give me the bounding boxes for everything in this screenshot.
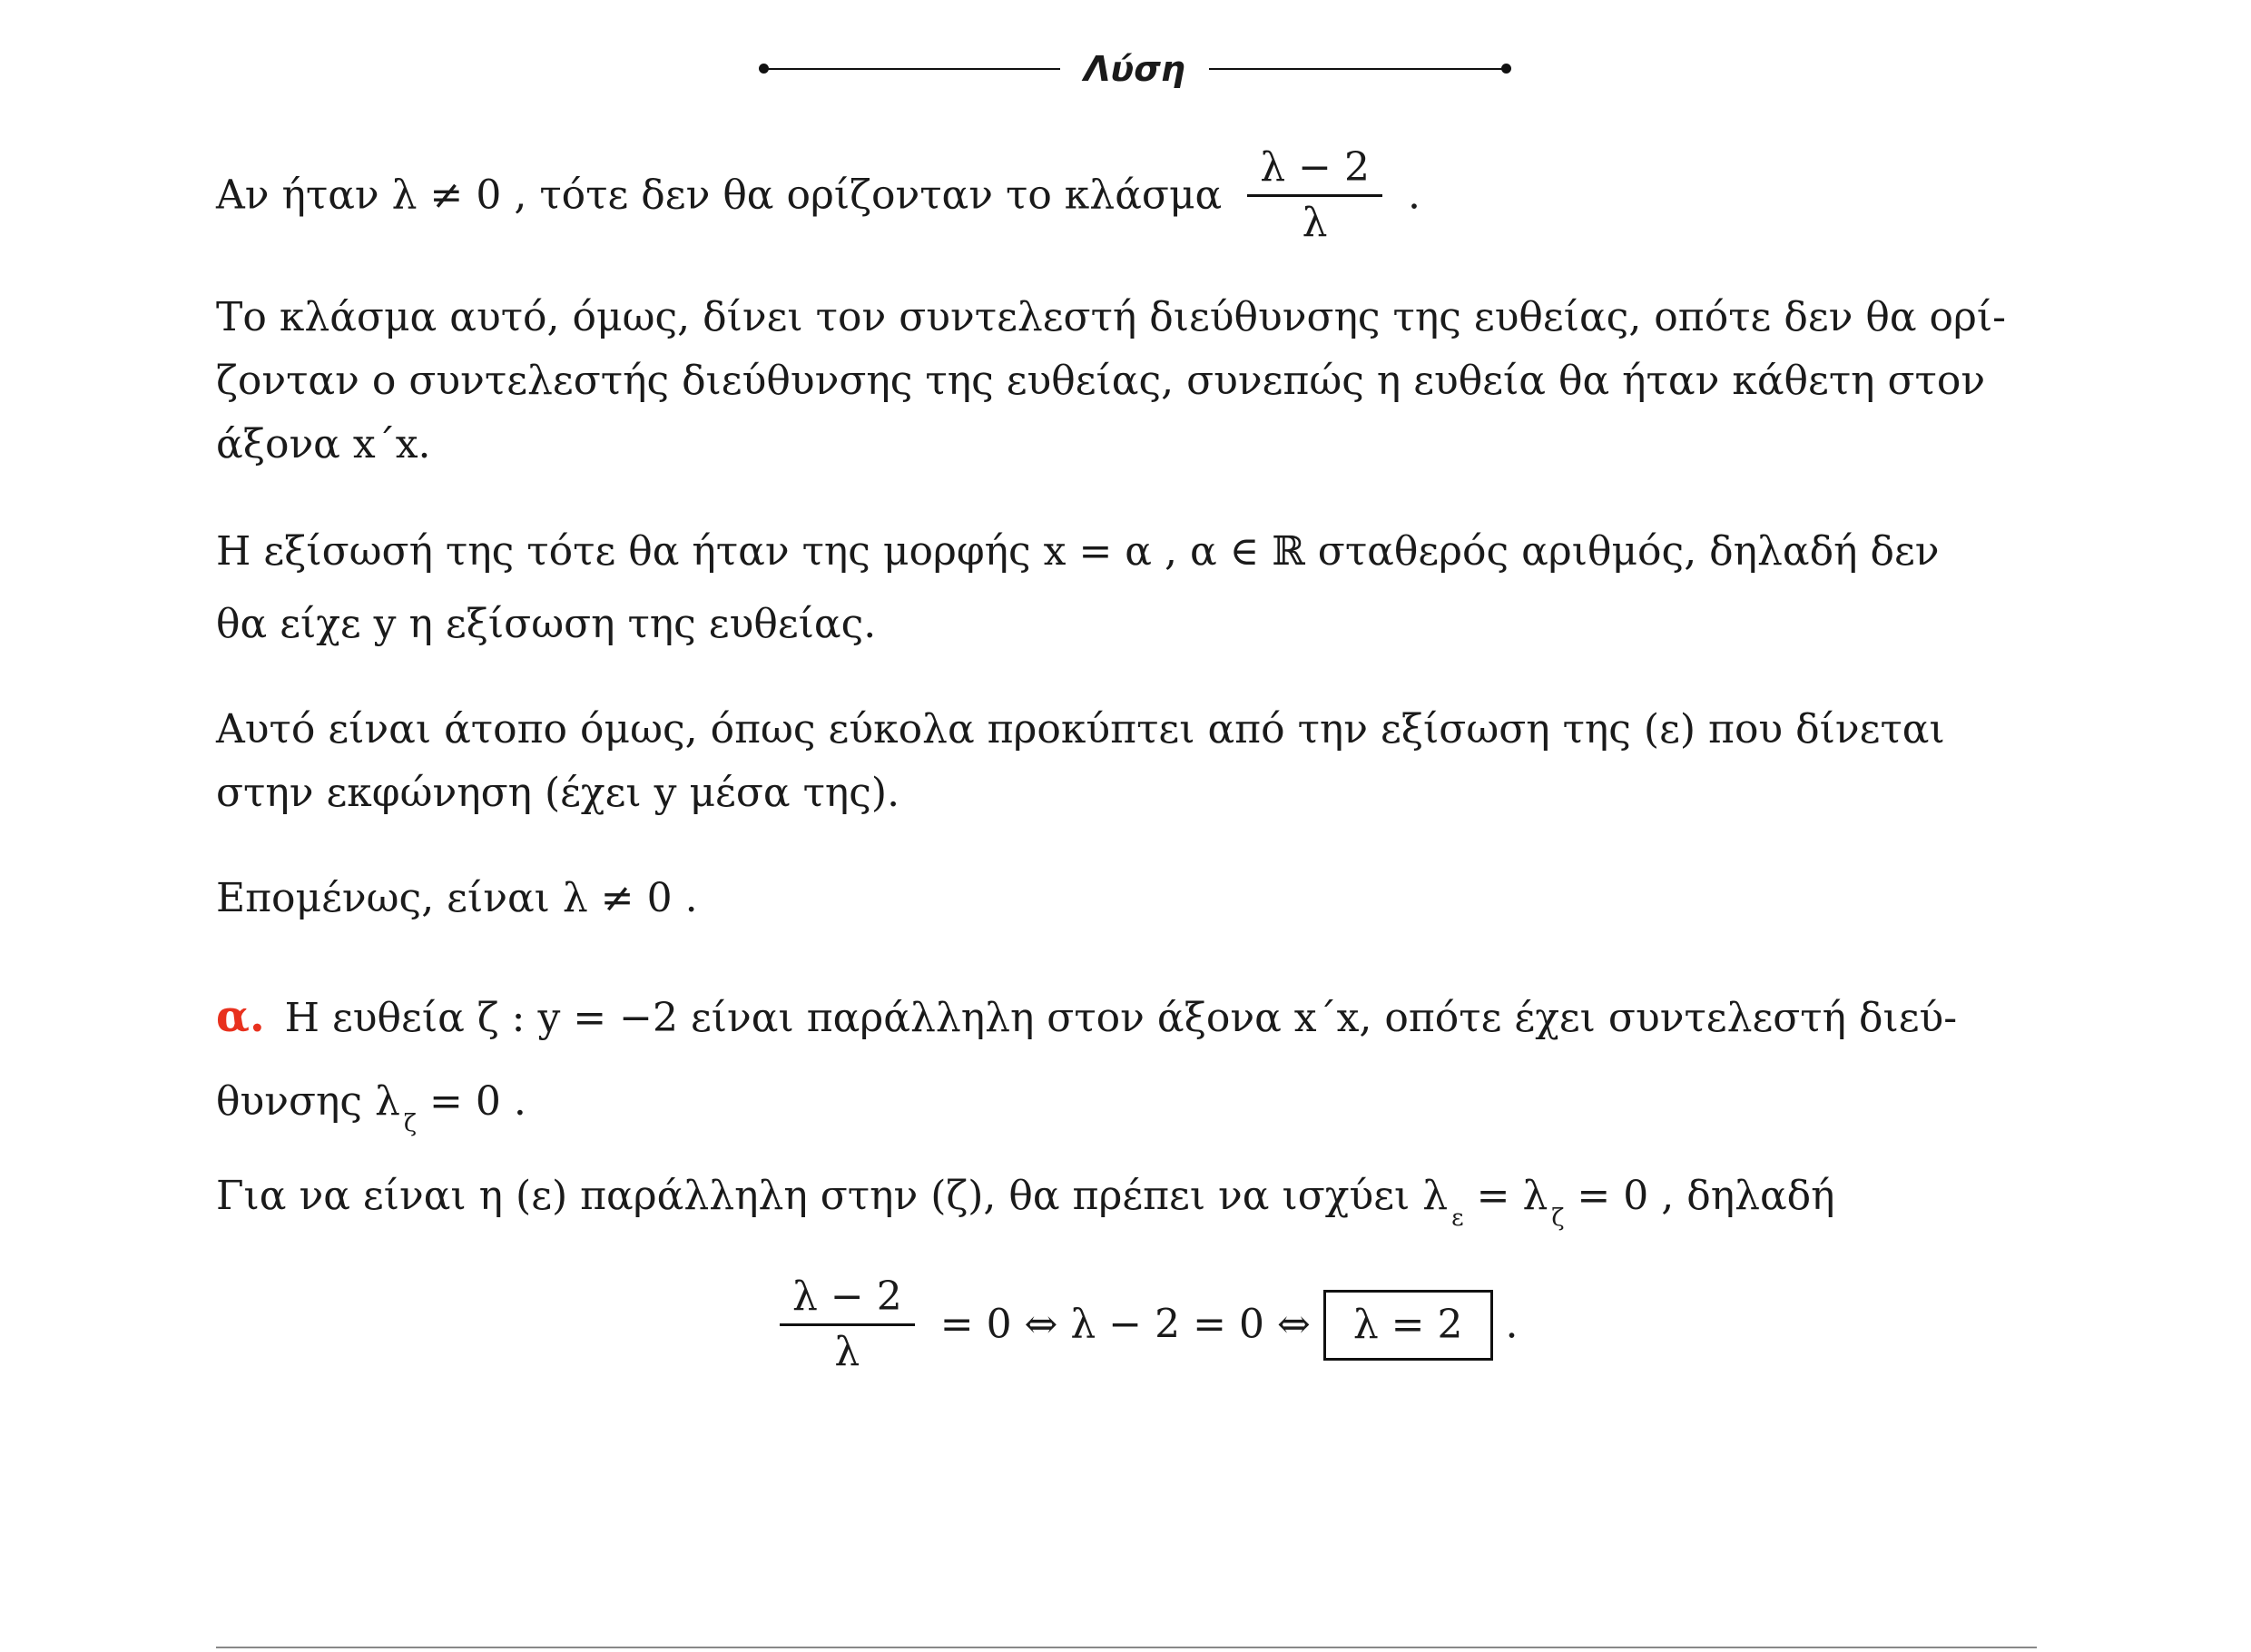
paragraph-1-text: Αν ήταν λ ≠ 0 , τότε δεν θα ορίζονταν το κλάσμα xyxy=(216,172,1223,219)
subscript-zeta-2: ζ xyxy=(1551,1205,1565,1232)
equation-fraction-denominator: λ xyxy=(834,1329,860,1375)
part-alpha-label: α. xyxy=(216,991,265,1042)
subscript-zeta: ζ xyxy=(403,1110,417,1137)
part-alpha-line-2-post: = 0 . xyxy=(417,1078,526,1125)
fraction-denominator: λ xyxy=(1302,200,1328,246)
paragraph-6-post: = 0 , δηλαδή xyxy=(1564,1173,1835,1219)
equation-fraction-numerator: λ − 2 xyxy=(780,1271,915,1326)
header-left-rule xyxy=(764,68,1060,70)
part-alpha-text: Η ευθεία ζ : y = −2 είναι παράλληλη στον άξονα x΄x, οπότε έχει συντελεστή διεύ- xyxy=(284,995,1958,1041)
header-right-rule xyxy=(1209,68,1507,70)
header-right-dot xyxy=(1501,64,1511,74)
paragraph-2-line-1: Το κλάσμα αυτό, όμως, δίνει τον συντελεστή διεύθυνσης της ευθείας, οπότε δεν θα ορί- xyxy=(216,294,2007,340)
paragraph-1 xyxy=(216,142,1420,250)
fraction-numerator: λ − 2 xyxy=(1247,142,1382,197)
paragraph-6 xyxy=(216,1171,1835,1244)
part-alpha-line-1 xyxy=(216,991,1957,1044)
display-equation xyxy=(767,1271,1519,1379)
equation-rest: = 0 ⇔ λ − 2 = 0 ⇔ xyxy=(927,1301,1323,1348)
footer-rule xyxy=(216,1647,2037,1648)
subscript-epsilon: ε xyxy=(1451,1205,1464,1232)
paragraph-6-pre: Για να είναι η (ε) παράλληλη στην (ζ), θα πρέπει να ισχύει λ xyxy=(216,1173,1449,1219)
paragraph-3-line-1: Η εξίσωσή της τότε θα ήταν της μορφής x = α , α ∈ ℝ σταθερός αριθμός, δηλαδή δεν xyxy=(216,528,1940,575)
boxed-answer: λ = 2 xyxy=(1323,1290,1493,1361)
paragraph-6-mid: = λ xyxy=(1463,1173,1548,1219)
paragraph-4-line-2: στην εκφώνηση (έχει y μέσα της). xyxy=(216,770,900,816)
fraction xyxy=(1247,142,1382,250)
solution-title: Λύση xyxy=(1084,49,1185,89)
paragraph-1-end: . xyxy=(1407,172,1420,219)
part-alpha-line-2-pre: θυνσης λ xyxy=(216,1078,400,1125)
paragraph-2-line-3: άξονα x΄x. xyxy=(216,421,431,467)
equation-fraction xyxy=(780,1271,915,1379)
equation-end: . xyxy=(1492,1301,1519,1348)
solution-header xyxy=(0,42,2251,96)
paragraph-5: Επομένως, είναι λ ≠ 0 . xyxy=(216,875,698,921)
part-alpha-line-2 xyxy=(216,1077,526,1149)
paragraph-3-line-2: θα είχε y η εξίσωση της ευθείας. xyxy=(216,601,877,647)
paragraph-2-line-2: ζονταν ο συντελεστής διεύθυνσης της ευθείας, συνεπώς η ευθεία θα ήταν κάθετη στον xyxy=(216,358,1986,404)
paragraph-4-line-1: Αυτό είναι άτοπο όμως, όπως εύκολα προκύπτει από την εξίσωση της (ε) που δίνεται xyxy=(216,706,1945,752)
